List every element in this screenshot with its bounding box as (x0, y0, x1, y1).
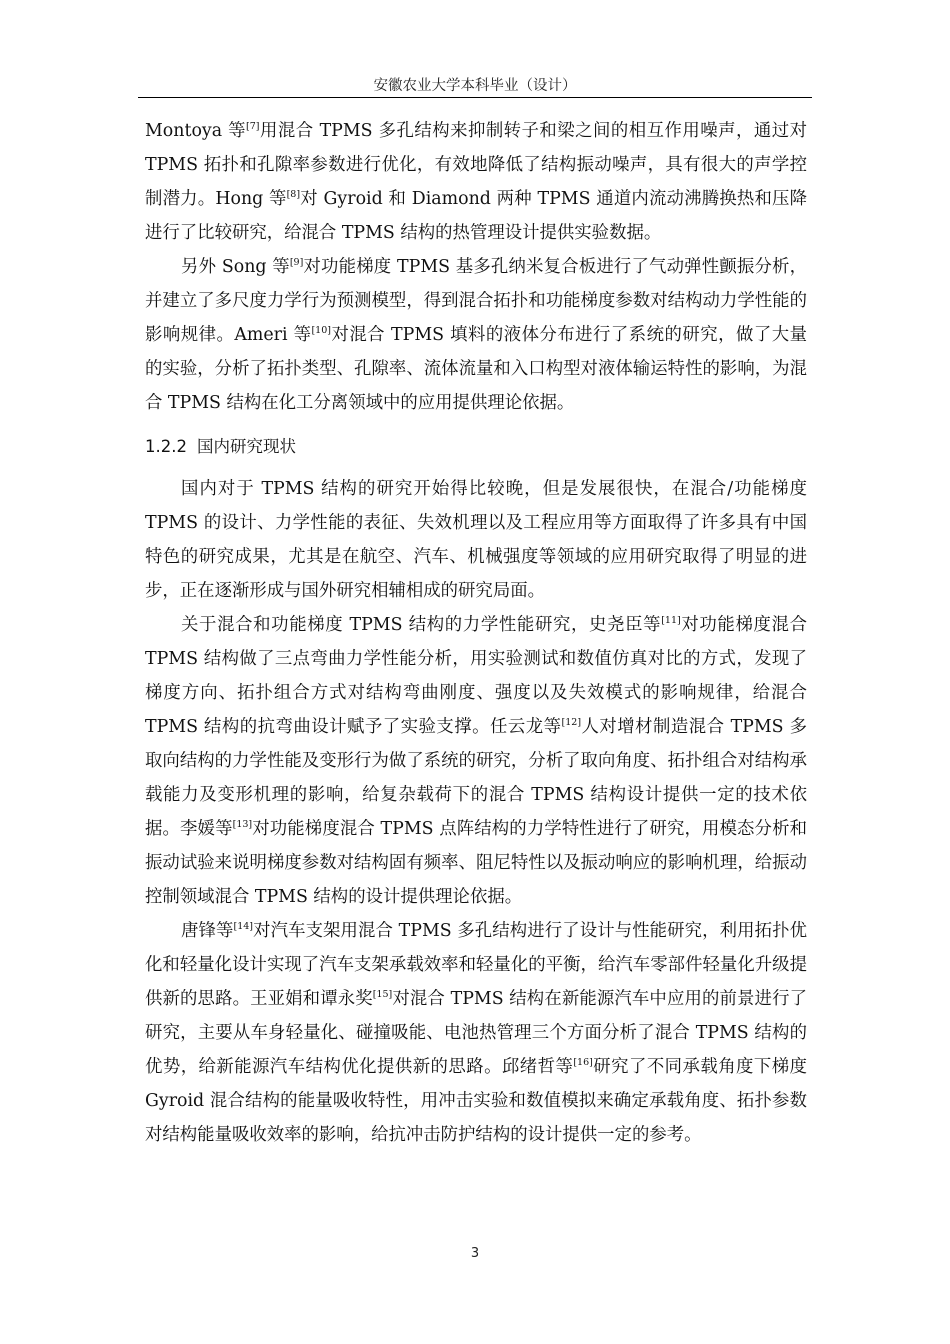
paragraph-text: 关于混合和功能梯度 TPMS 结构的力学性能研究，史尧臣等 (181, 615, 662, 635)
section-title: 国内研究现状 (196, 437, 296, 456)
paragraph-text: 对汽车支架用混合 TPMS 多孔结构进行了设计与性能研究，利用拓扑优化和轻量化设计实现了汽车支架承载效率和轻量化的平衡，给汽车零部件轻量化升级提供新的思路。王亚娟和谭永奖 (145, 921, 807, 1009)
paragraph-text: 研究了不同承载角度下梯度 Gyroid 混合结构的能量吸收特性，用冲击实验和数值模拟来确定承载角度、拓扑参数对结构能量吸收效率的影响，给抗冲击防护结构的设计提供一定的参考。 (145, 1057, 807, 1145)
body-paragraph (145, 608, 807, 914)
paragraph-text: 对功能梯度混合 TPMS 结构做了三点弯曲力学性能分析，用实验测试和数值仿真对比的方式，发现了梯度方向、拓扑组合方式对结构弯曲刚度、强度以及失效模式的影响规律，给混合 TPMS 结构的抗弯曲设计赋予了实验支撑。任云龙等 (145, 615, 807, 737)
citation-reference: [11] (661, 615, 681, 627)
paragraph-text: 对 Gyroid 和 Diamond 两种 TPMS 通道内流动沸腾换热和压降进行了比较研究，给混合 TPMS 结构的热管理设计提供实验数据。 (145, 189, 808, 243)
body-paragraph (145, 914, 807, 1152)
paragraph-text: Montoya 等 (145, 121, 247, 141)
citation-reference: [12] (561, 717, 582, 729)
page-number: 3 (470, 1246, 480, 1261)
paragraph-text: 用混合 TPMS 多孔结构来抑制转子和梁之间的相互作用噪声，通过对 TPMS 拓扑和孔隙率参数进行优化，有效地降低了结构振动噪声，具有很大的声学控制潜力。Hong 等 (145, 121, 807, 209)
paragraph-text: 国内对于 TPMS 结构的研究开始得比较晚，但是发展很快，在混合/功能梯度 TPMS 的设计、力学性能的表征、失效机理以及工程应用等方面取得了许多具有中国特色的研究成果，尤其是在航空、汽车、机械强度等领域的应用研究取得了明显的进步，正在逐渐形成与国外研究相辅相成的研究局面。 (145, 479, 807, 601)
citation-reference: [9] (289, 257, 304, 269)
page-header-title: 安徽农业大学本科毕业（设计） (373, 78, 577, 94)
citation-reference: [13] (232, 819, 253, 831)
citation-reference: [15] (372, 989, 393, 1001)
header-divider (138, 97, 812, 98)
citation-reference: [8] (286, 189, 301, 201)
citation-reference: [16] (573, 1057, 593, 1069)
document-body (145, 114, 807, 1152)
paragraphs-before-heading (145, 114, 807, 420)
citation-reference: [10] (311, 325, 331, 337)
paragraph-text: 唐锋等 (181, 921, 234, 941)
citation-reference: [7] (246, 121, 260, 133)
section-number: 1.2.2 (145, 437, 187, 456)
body-paragraph (145, 472, 807, 608)
paragraph-text: 对混合 TPMS 填料的液体分布进行了系统的研究，做了大量的实验，分析了拓扑类型、孔隙率、流体流量和入口构型对液体输运特性的影响，为混合 TPMS 结构在化工分离领域中的应用提供理论依据。 (145, 325, 807, 413)
section-heading (145, 430, 807, 464)
paragraph-text: 对混合 TPMS 结构在新能源汽车中应用的前景进行了研究，主要从车身轻量化、碰撞吸能、电池热管理三个方面分析了混合 TPMS 结构的优势，给新能源汽车结构优化提供新的思路。邱绪哲等 (145, 989, 807, 1077)
body-paragraph (145, 250, 807, 420)
paragraph-text: 人对增材制造混合 TPMS 多取向结构的力学性能及变形行为做了系统的研究，分析了取向角度、拓扑组合对结构承载能力及变形机理的影响，给复杂载荷下的混合 TPMS 结构设计提供一定的技术依据。李媛等 (145, 717, 807, 839)
citation-reference: [14] (233, 921, 253, 933)
paragraph-text: 另外 Song 等 (181, 257, 290, 277)
body-paragraph (145, 114, 807, 250)
paragraphs-after-heading (145, 472, 807, 1152)
paragraph-text: 对功能梯度 TPMS 基多孔纳米复合板进行了气动弹性颤振分析，并建立了多尺度力学行为预测模型，得到混合拓扑和功能梯度参数对结构动力学性能的影响规律。Ameri 等 (145, 257, 807, 345)
paragraph-text: 对功能梯度混合 TPMS 点阵结构的力学特性进行了研究，用模态分析和振动试验来说明梯度参数对结构固有频率、阻尼特性以及振动响应的影响机理，给振动控制领域混合 TPMS 结构的设计提供理论依据。 (145, 819, 807, 907)
